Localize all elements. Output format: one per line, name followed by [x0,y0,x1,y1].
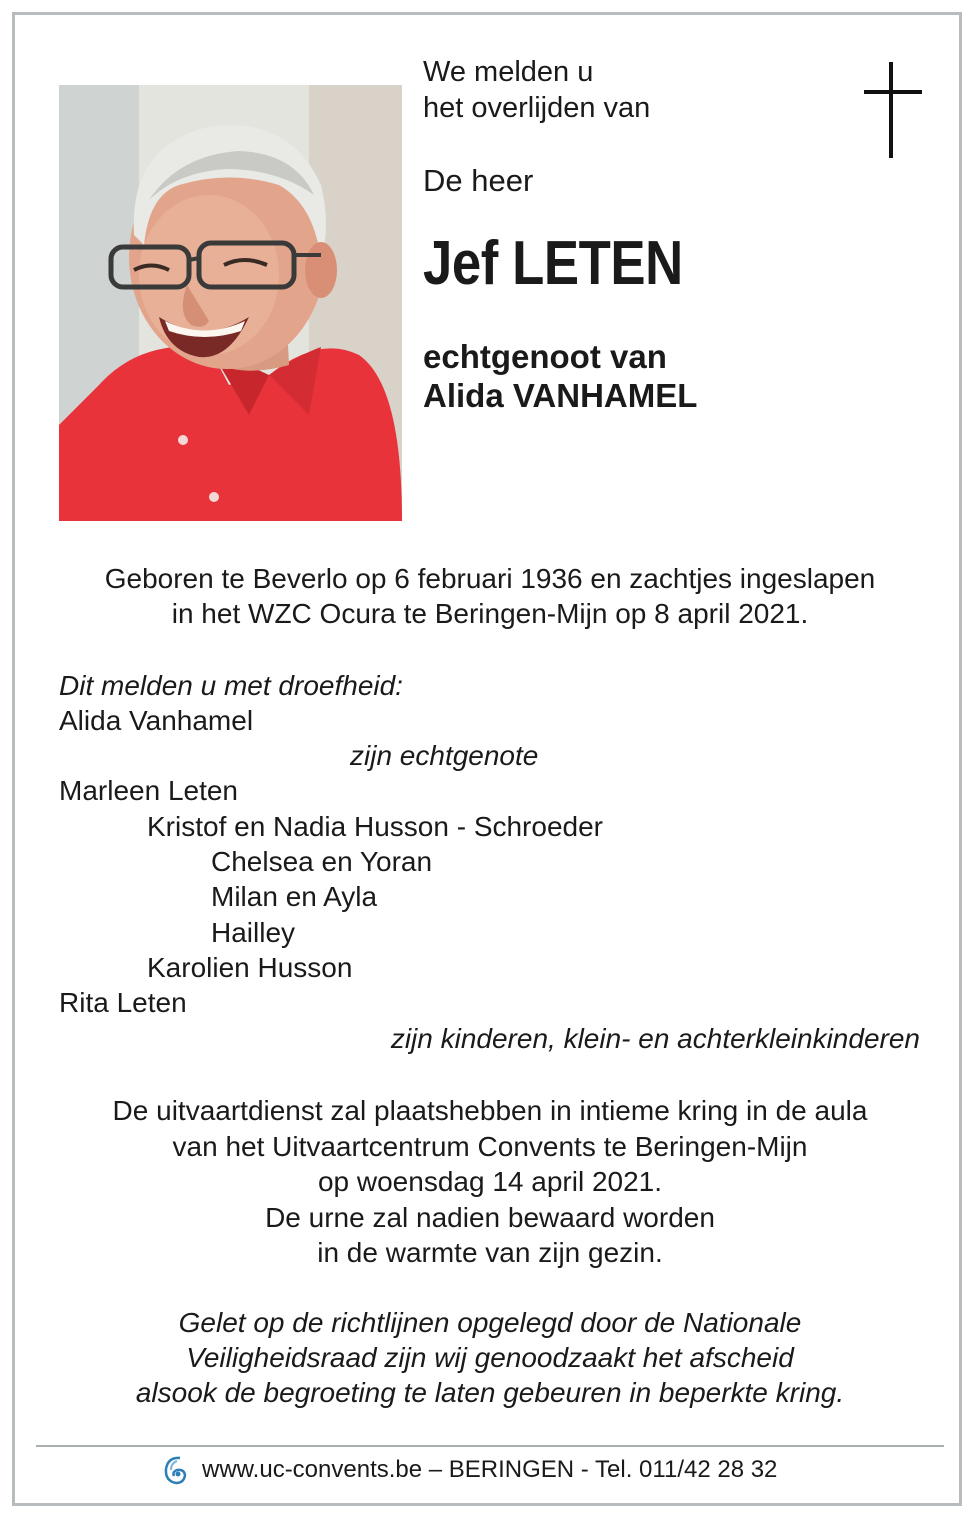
covid-notice [40,1305,940,1410]
intro-text [423,54,650,126]
funeral-home-logo-icon [162,1455,188,1485]
spouse-line-1: echtgenoot van [423,338,667,375]
mourner-entry: Marleen Leten [59,775,239,806]
funeral-line-1: De uitvaartdienst zal plaatshebben in intieme kring in de aula [112,1095,868,1126]
notice-line-2: Veiligheidsraad zijn wij genoodzaakt het afscheid [186,1342,794,1373]
deceased-name: Jef LETEN [423,229,683,298]
spouse-line-2: Alida VANHAMEL [423,377,698,414]
footer-contact[interactable]: www.uc-convents.be – BERINGEN - Tel. 011/42 28 32 [202,1456,778,1483]
mourner-entry: Karolien Husson [147,952,353,983]
funeral-line-3: op woensdag 14 april 2021. [317,1166,663,1197]
children-role: zijn kinderen, klein- en achterkleinkinderen [390,1023,920,1054]
portrait-photo [59,85,402,521]
spouse-block [423,337,697,415]
portrait-illustration [59,85,402,521]
footer-divider [36,1445,944,1447]
mourner-entry: Milan en Ayla [211,881,378,912]
intro-line-2: het overlijden van [423,92,651,124]
birth-death-text [40,561,940,631]
mourner-entry: Hailley [211,917,296,948]
notice-line-1: Gelet op de richtlijnen opgelegd door de Nationale [178,1307,802,1338]
notice-line-3: alsook de begroeting te laten gebeuren in beperkte kring. [135,1377,845,1408]
mourner-entry: Kristof en Nadia Husson - Schroeder [147,811,603,842]
mourner-entry: Rita Leten [59,987,187,1018]
mourner-spouse-role: zijn echtgenote [350,740,539,771]
mourner-entry: Chelsea en Yoran [211,846,433,877]
intro-line-1: We melden u [423,56,594,88]
funeral-line-4: De urne zal nadien bewaard worden [265,1201,715,1233]
birth-line-1: Geboren te Beverlo op 6 februari 1936 en zachtjes ingeslapen [104,563,876,594]
birth-line-2: in het WZC Ocura te Beringen-Mijn op 8 april 2021. [171,598,809,629]
funeral-line-5: in de warmte van zijn gezin. [317,1237,663,1268]
mourner-spouse-name: Alida Vanhamel [59,705,254,736]
funeral-details [40,1093,940,1271]
mourners-heading: Dit melden u met droefheid: [59,670,403,701]
honorific: De heer [423,163,534,198]
funeral-line-2: van het Uitvaartcentrum Convents te Beringen-Mijn [172,1130,808,1162]
footer [162,1455,777,1485]
cross-icon [864,62,922,160]
